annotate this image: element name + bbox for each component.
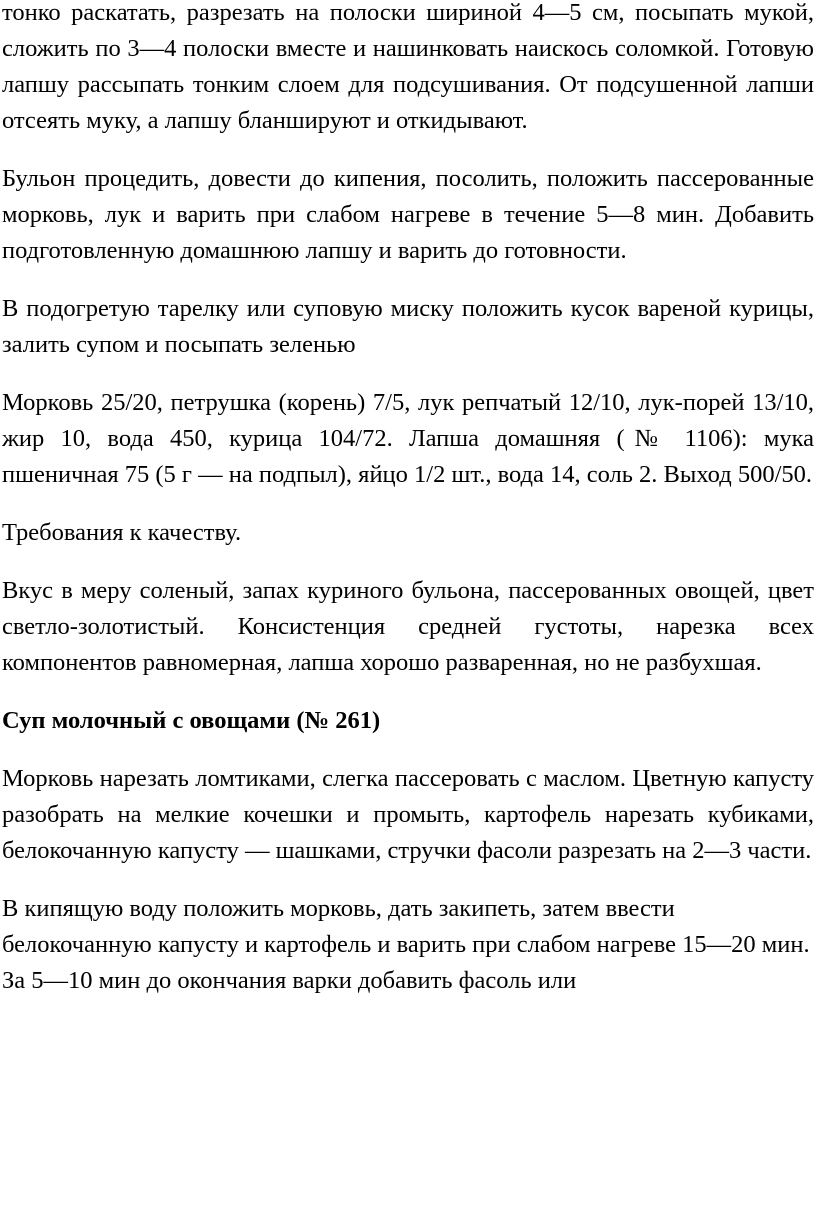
serving-paragraph: В подогретую тарелку или суповую миску положить кусок вареной курицы, залить супом и посыпать зеленью [2, 295, 814, 358]
quality-description-paragraph: Вкус в меру соленый, запах куриного бульона, пассерованных овощей, цвет светло-золотистый. Консистенция средней густоты, нарезка всех компонентов равномерная, лапша хорошо разваренная, но не разбухшая. [2, 577, 814, 676]
soup-cooking-paragraph: В кипящую воду положить морковь, дать закипеть, затем ввести белокочанную капусту и картофель и варить при слабом нагреве 15—20 мин. За 5—10 мин до окончания варки добавить фасоль или [2, 895, 810, 994]
quality-requirements-heading: Требования к качеству. [2, 519, 242, 546]
broth-cooking-paragraph: Бульон процедить, довести до кипения, посолить, положить пассерованные морковь, лук и варить при слабом нагреве в течение 5—8 мин. Добавить подготовленную домашнюю лапшу и варить до готовности. [2, 165, 814, 264]
recipe-title: Суп молочный с овощами (№ 261) [2, 707, 381, 734]
vegetable-preparation-paragraph: Морковь нарезать ломтиками, слегка пассеровать с маслом. Цветную капусту разобрать на мелкие кочешки и промыть, картофель нарезать кубиками, белокочанную капусту — шашками, стручки фасоли разрезать на 2—3 части. [2, 765, 814, 864]
ingredients-paragraph: Морковь 25/20, петрушка (корень) 7/5, лук репчатый 12/10, лук-порей 13/10, жир 10, вода 450, курица 104/72. Лапша домашняя (№ 1106): мука пшеничная 75 (5 г — на подпыл), яйцо 1/2 шт., вода 14, соль 2. Выход 500/50. [2, 389, 814, 488]
noodle-preparation-paragraph: тонко раскатать, разрезать на полоски шириной 4—5 см, посыпать мукой, сложить по 3—4 полоски вместе и нашинковать наискось соломкой. Готовую лапшу рассыпать тонким слоем для подсушивания. От подсушенной лапши отсеять муку, а лапшу бланшируют и откидывают. [2, 0, 814, 134]
